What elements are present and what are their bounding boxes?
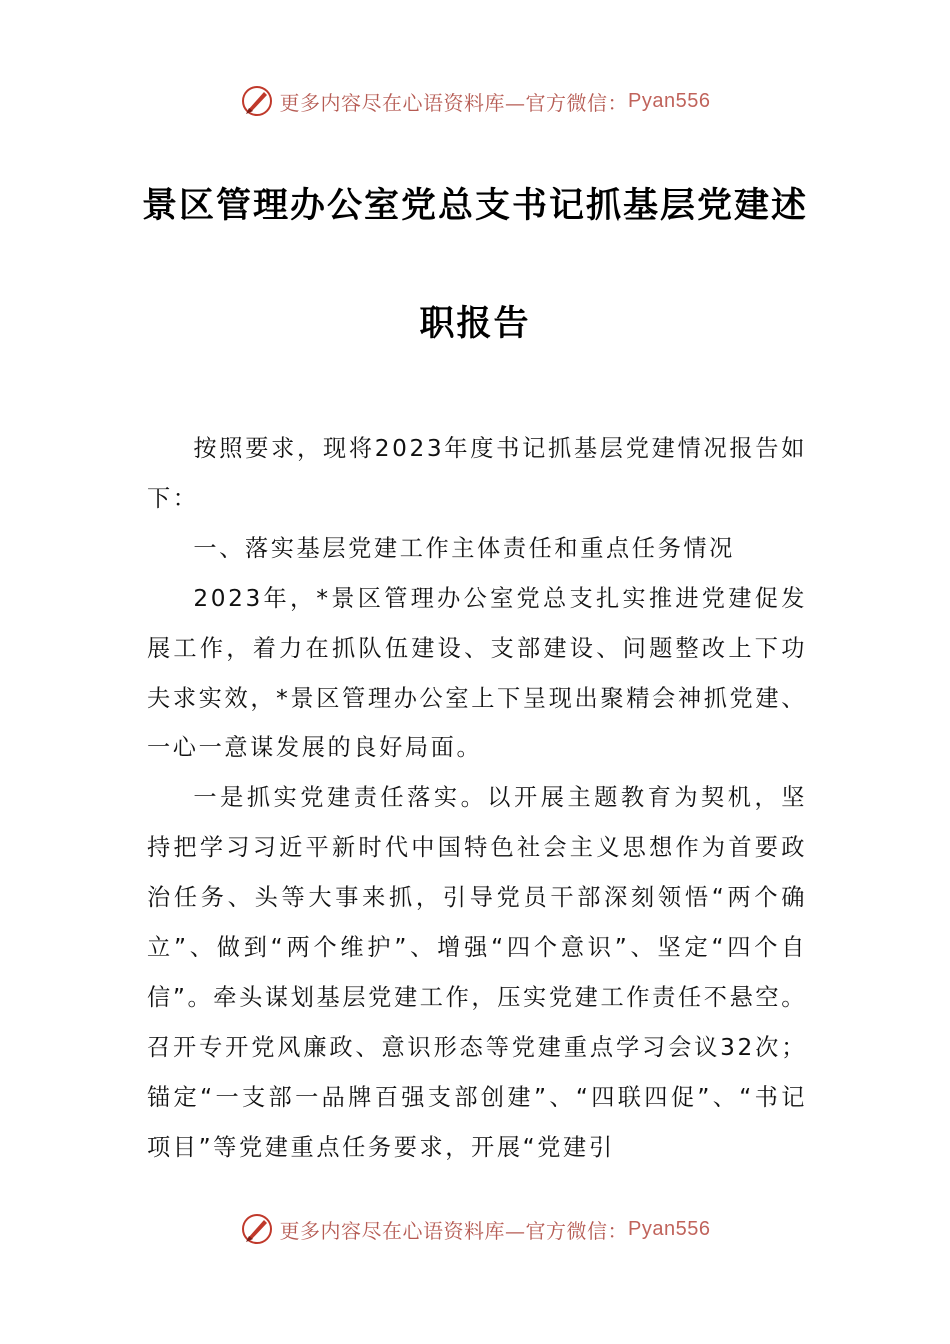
paragraph-overview: 2023年，*景区管理办公室党总支扎实推进党建促发展工作，着力在抓队伍建设、支部建设、问题整改上下功夫求实效，*景区管理办公室上下呈现出聚精会神抓党建、一心一意谋发展的良好局面。 xyxy=(147,584,807,762)
watermark-text: 更多内容尽在心语资料库—官方微信： xyxy=(279,90,629,115)
document-body xyxy=(147,424,807,1173)
pen-logo-icon xyxy=(240,1212,274,1246)
document-title-line-2: 职报告 xyxy=(419,303,531,344)
paragraph-intro: 按照要求，现将2023年度书记抓基层党建情况报告如下： xyxy=(147,435,807,512)
document-title-line-1: 景区管理办公室党总支书记抓基层党建述 xyxy=(141,185,808,226)
watermark-brand: Pyan556 xyxy=(628,89,711,112)
pen-logo-icon xyxy=(240,84,274,118)
watermark-footer xyxy=(0,1212,950,1246)
paragraph-point-one: 一是抓实党建责任落实。以开展主题教育为契机，坚持把学习习近平新时代中国特色社会主义思想作为首要政治任务、头等大事来抓，引导党员干部深刻领悟“两个确立”、做到“两个维护”、增强“四个意识”、坚定“四个自信”。牵头谋划基层党建工作，压实党建工作责任不悬空。召开专开党风廉政、意识形态等党建重点学习会议32次；锚定“一支部一品牌百强支部创建”、“四联四促”、“书记项目”等党建重点任务要求，开展“党建引 xyxy=(147,784,807,1161)
watermark-brand: Pyan556 xyxy=(628,1217,711,1240)
section-heading: 一、落实基层党建工作主体责任和重点任务情况 xyxy=(193,534,735,562)
watermark-header xyxy=(0,84,950,118)
watermark-text: 更多内容尽在心语资料库—官方微信： xyxy=(279,1218,629,1243)
